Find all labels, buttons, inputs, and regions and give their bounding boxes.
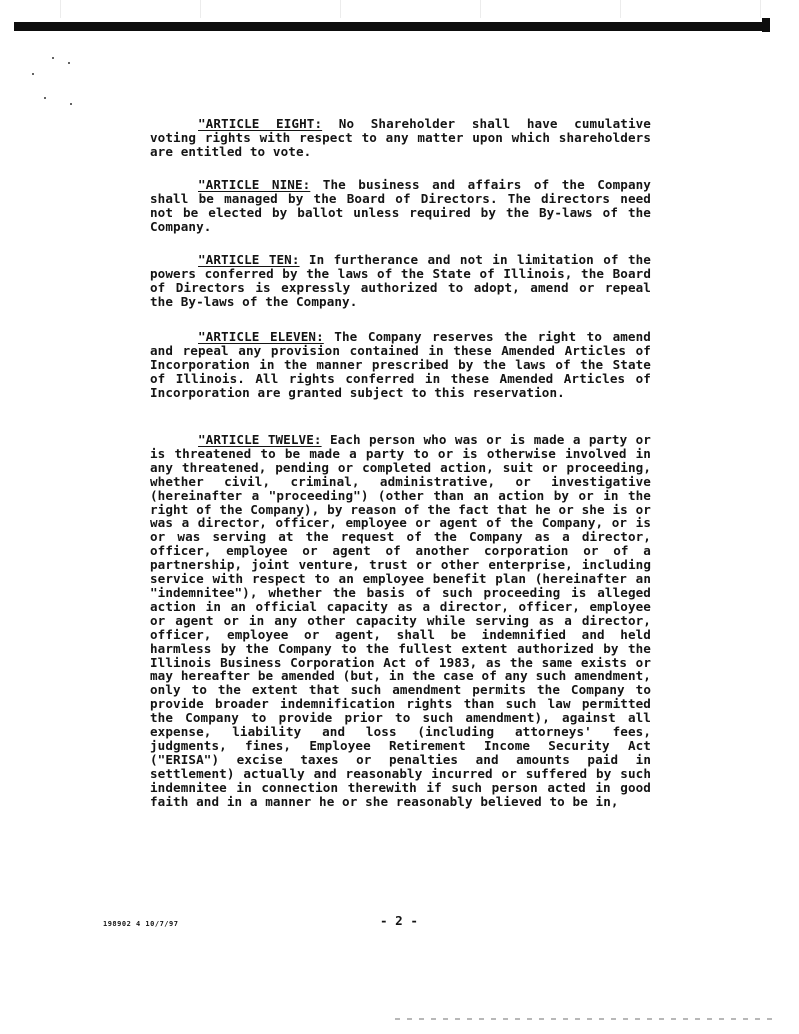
article-body: The Company reserves the right to amend and repeal any provision contained in these Amended Articles of Incorporation in the manner prescribed by the laws of the State of Illinois. All rights conferred in these Amended Articles of Incorporation are granted subject to this reservation. bbox=[150, 329, 651, 400]
article-body: Each person who was or is made a party or is threatened to be made a party to or is otherwise involved in any threatened, pending or completed action, suit or proceeding, whether civil, criminal, administrative, or investigative (hereinafter a "proceeding") (other than an action by or in the right of the Company), by reason of the fact that he or she is or was a director, officer, employee or agent of the Company, or is or was serving at the request of the Company as a director, officer, employee or agent of another corporation or of a partnership, joint venture, trust or other enterprise, including service with respect to an employee benefit plan (hereinafter an "indemnitee"), whether the basis of such proceeding is alleged action in an official capacity as a director, officer, employee or agent or in any other capacity while serving as a director, officer, employee or agent, shall be indemnified and held harmless by the Company to the fullest extent authorized by the Illinois Business Corporation Act of 1983, as the same exists or may hereafter be amended (but, in the case of any such amendment, only to the extent that such amendment permits the Company to provide broader indemnification rights than such law permitted the Company to provide prior to such amendment), against all expense, liability and loss (including attorneys' fees, judgments, fines, Employee Retirement Income Security Act ("ERISA") excise taxes or penalties and amounts paid in settlement) actually and reasonably incurred or suffered by such indemnitee in connection therewith if such person acted in good faith and in a manner he or she reasonably believed to be in, bbox=[150, 432, 651, 809]
article-heading: "ARTICLE TEN: bbox=[198, 252, 300, 267]
document-code: 198902 4 10/7/97 bbox=[103, 920, 179, 928]
article-eleven bbox=[150, 330, 651, 400]
article-heading: "ARTICLE NINE: bbox=[198, 177, 311, 192]
article-ten bbox=[150, 253, 651, 309]
scan-noise-bottom bbox=[395, 1018, 775, 1020]
article-nine bbox=[150, 178, 651, 234]
scan-speck bbox=[32, 73, 34, 75]
scan-edge-bar-end bbox=[762, 18, 770, 32]
article-eight bbox=[150, 117, 651, 159]
article-twelve bbox=[150, 433, 651, 808]
scan-speck bbox=[52, 57, 54, 59]
article-body: No Shareholder shall have cumulative voting rights with respect to any matter upon which shareholders are entitled to vote. bbox=[150, 116, 651, 159]
scan-speck bbox=[70, 103, 72, 105]
scan-speck bbox=[68, 62, 70, 64]
article-body: In furtherance and not in limitation of the powers conferred by the laws of the State of Illinois, the Board of Directors is expressly authorized to adopt, amend or repeal the By-laws of the Company. bbox=[150, 252, 651, 309]
article-body: The business and affairs of the Company shall be managed by the Board of Directors. The directors need not be elected by ballot unless required by the By-laws of the Company. bbox=[150, 177, 651, 234]
scan-edge-bar bbox=[14, 22, 769, 31]
scan-speck bbox=[44, 97, 46, 99]
article-heading: "ARTICLE ELEVEN: bbox=[198, 329, 324, 344]
scan-noise bbox=[0, 0, 799, 18]
article-heading: "ARTICLE TWELVE: bbox=[198, 432, 322, 447]
article-heading: "ARTICLE EIGHT: bbox=[198, 116, 323, 131]
page-number: - 2 - bbox=[380, 913, 418, 928]
